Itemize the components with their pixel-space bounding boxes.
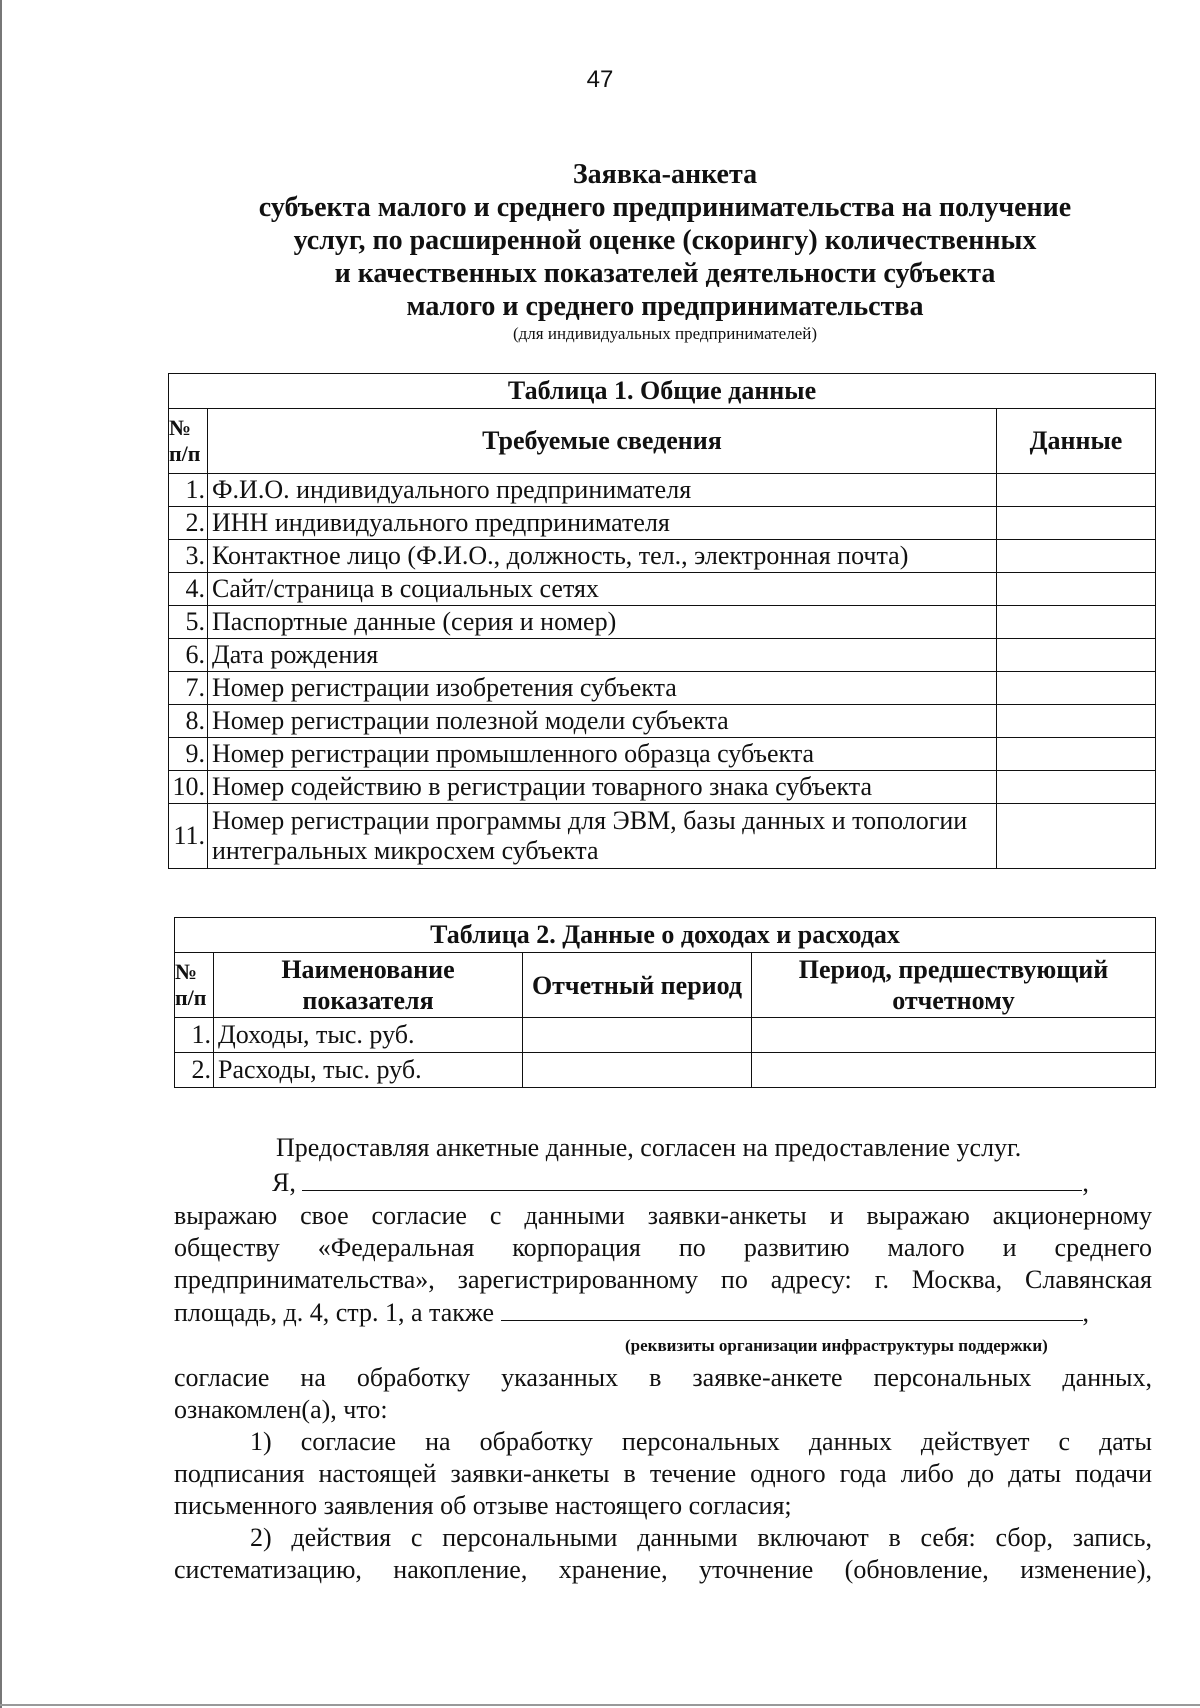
table-row [169,573,1156,606]
table-row [175,1053,1156,1088]
table-row [175,1018,1156,1053]
row-label: Контактное лицо (Ф.И.О., должность, тел., электронная почта) [208,540,997,573]
name-blank-field[interactable] [302,1166,1082,1191]
table-row [169,672,1156,705]
data-input-cell[interactable] [997,474,1156,507]
row-label: Номер регистрации промышленного образца субъекта [208,738,997,771]
text-line: согласие на обработку указанных в заявке-анкете персональных данных, [174,1363,1152,1392]
data-input-cell[interactable] [997,639,1156,672]
consent-comma: , [1082,1298,1090,1327]
consent-name-line [174,1166,1152,1199]
data-input-cell[interactable] [997,573,1156,606]
table-row [169,507,1156,540]
text-line: подписания настоящей заявки-анкеты в течение одного года либо до даты подачи [174,1459,1152,1488]
consent-intro: Предоставляя анкетные данные, согласен на предоставление услуг. [276,1133,1022,1162]
consent-comma: , [1082,1168,1089,1197]
row-number: 2. [169,507,208,540]
scan-edge-left [0,0,2,1708]
row-label: ИНН индивидуального предпринимателя [208,507,997,540]
title-subtitle: (для индивидуальных предпринимателей) [512,324,818,343]
row-label: Номер регистрации полезной модели субъекта [208,705,997,738]
title-line: субъекта малого и среднего предпринимательства на получение [258,192,1072,223]
text-line: выражаю свое согласие с данными заявки-анкеты и выражаю акционерному [174,1201,1152,1230]
row-label: Дата рождения [208,639,997,672]
text-line: обществу «Федеральная корпорация по развитию малого и среднего [174,1233,1152,1262]
data-input-cell[interactable] [997,507,1156,540]
text-line: 1) согласие на обработку персональных данных действует с даты [250,1427,1152,1456]
row-label: Сайт/страница в социальных сетях [208,573,997,606]
data-input-cell[interactable] [752,1018,1156,1053]
row-label: Номер регистрации изобретения субъекта [208,672,997,705]
table-row [169,771,1156,804]
row-label: Паспортные данные (серия и номер) [208,606,997,639]
consent-last-line-prefix: площадь, д. 4, стр. 1, а также [174,1298,495,1327]
consent-paragraph [174,1200,1152,1329]
requisites-blank-field[interactable] [501,1296,1083,1321]
row-number: 1. [169,474,208,507]
row-number: 8. [169,705,208,738]
requisites-hint: (реквизиты организации инфраструктуры поддержки) [625,1336,1048,1355]
table2-header-current: Отчетный период [523,953,752,1018]
row-label: Доходы, тыс. руб. [214,1018,523,1053]
row-label: Расходы, тыс. руб. [214,1053,523,1088]
row-number: 9. [169,738,208,771]
title-line: услуг, по расширенной оценке (скорингу) количественных [293,225,1037,256]
row-label: Номер содействию в регистрации товарного знака субъекта [208,771,997,804]
row-label: Ф.И.О. индивидуального предпринимателя [208,474,997,507]
text-line: предпринимательства», зарегистрированному по адресу: г. Москва, Славянская [174,1265,1152,1294]
text-line [174,1296,1152,1329]
row-number: 5. [169,606,208,639]
table2-header-num: № п/п [175,953,214,1018]
table-row [169,639,1156,672]
data-input-cell[interactable] [997,672,1156,705]
row-number: 10. [169,771,208,804]
table-row [169,540,1156,573]
row-number: 7. [169,672,208,705]
text-line: ознакомлен(а), что: [174,1395,388,1424]
general-data-table [168,373,1156,869]
row-number: 2. [175,1053,214,1088]
document-title [170,158,1160,345]
text-line: письменного заявления об отзыве настоящего согласия; [174,1491,792,1520]
text-line: систематизацию, накопление, хранение, уточнение (обновление, изменение), [174,1555,1152,1584]
data-input-cell[interactable] [523,1018,752,1053]
table-row [169,738,1156,771]
table2-header-name: Наименование показателя [214,953,523,1018]
row-number: 3. [169,540,208,573]
income-expenses-table [174,917,1156,1088]
page-number: 47 [586,66,614,93]
table-row [169,606,1156,639]
row-number: 4. [169,573,208,606]
row-number: 11. [169,804,208,869]
data-input-cell[interactable] [752,1053,1156,1088]
table1-caption: Таблица 1. Общие данные [169,374,1156,409]
data-input-cell[interactable] [997,540,1156,573]
table2-header-previous: Период, предшествующий отчетному [752,953,1156,1018]
data-input-cell[interactable] [997,771,1156,804]
row-number: 1. [175,1018,214,1053]
data-input-cell[interactable] [997,804,1156,869]
title-line: и качественных показателей деятельности субъекта [334,258,996,289]
table1-header-data: Данные [997,409,1156,474]
data-input-cell[interactable] [997,738,1156,771]
row-number: 6. [169,639,208,672]
table2-caption: Таблица 2. Данные о доходах и расходах [175,918,1156,953]
row-label: Номер регистрации программы для ЭВМ, базы данных и топологии интегральных микросхем субъекта [208,804,997,869]
title-line: малого и среднего предпринимательства [406,291,924,322]
table-row [169,474,1156,507]
title-line: Заявка-анкета [572,159,758,190]
table-row [169,705,1156,738]
scan-edge-bottom [0,1704,1200,1706]
processing-paragraph [174,1362,1152,1586]
table1-header-num: № п/п [169,409,208,474]
table-row [169,804,1156,869]
data-input-cell[interactable] [523,1053,752,1088]
text-line: 2) действия с персональными данными включают в себя: сбор, запись, [250,1523,1152,1552]
consent-i-prefix: Я, [272,1168,296,1197]
data-input-cell[interactable] [997,705,1156,738]
table1-header-field: Требуемые сведения [208,409,997,474]
data-input-cell[interactable] [997,606,1156,639]
